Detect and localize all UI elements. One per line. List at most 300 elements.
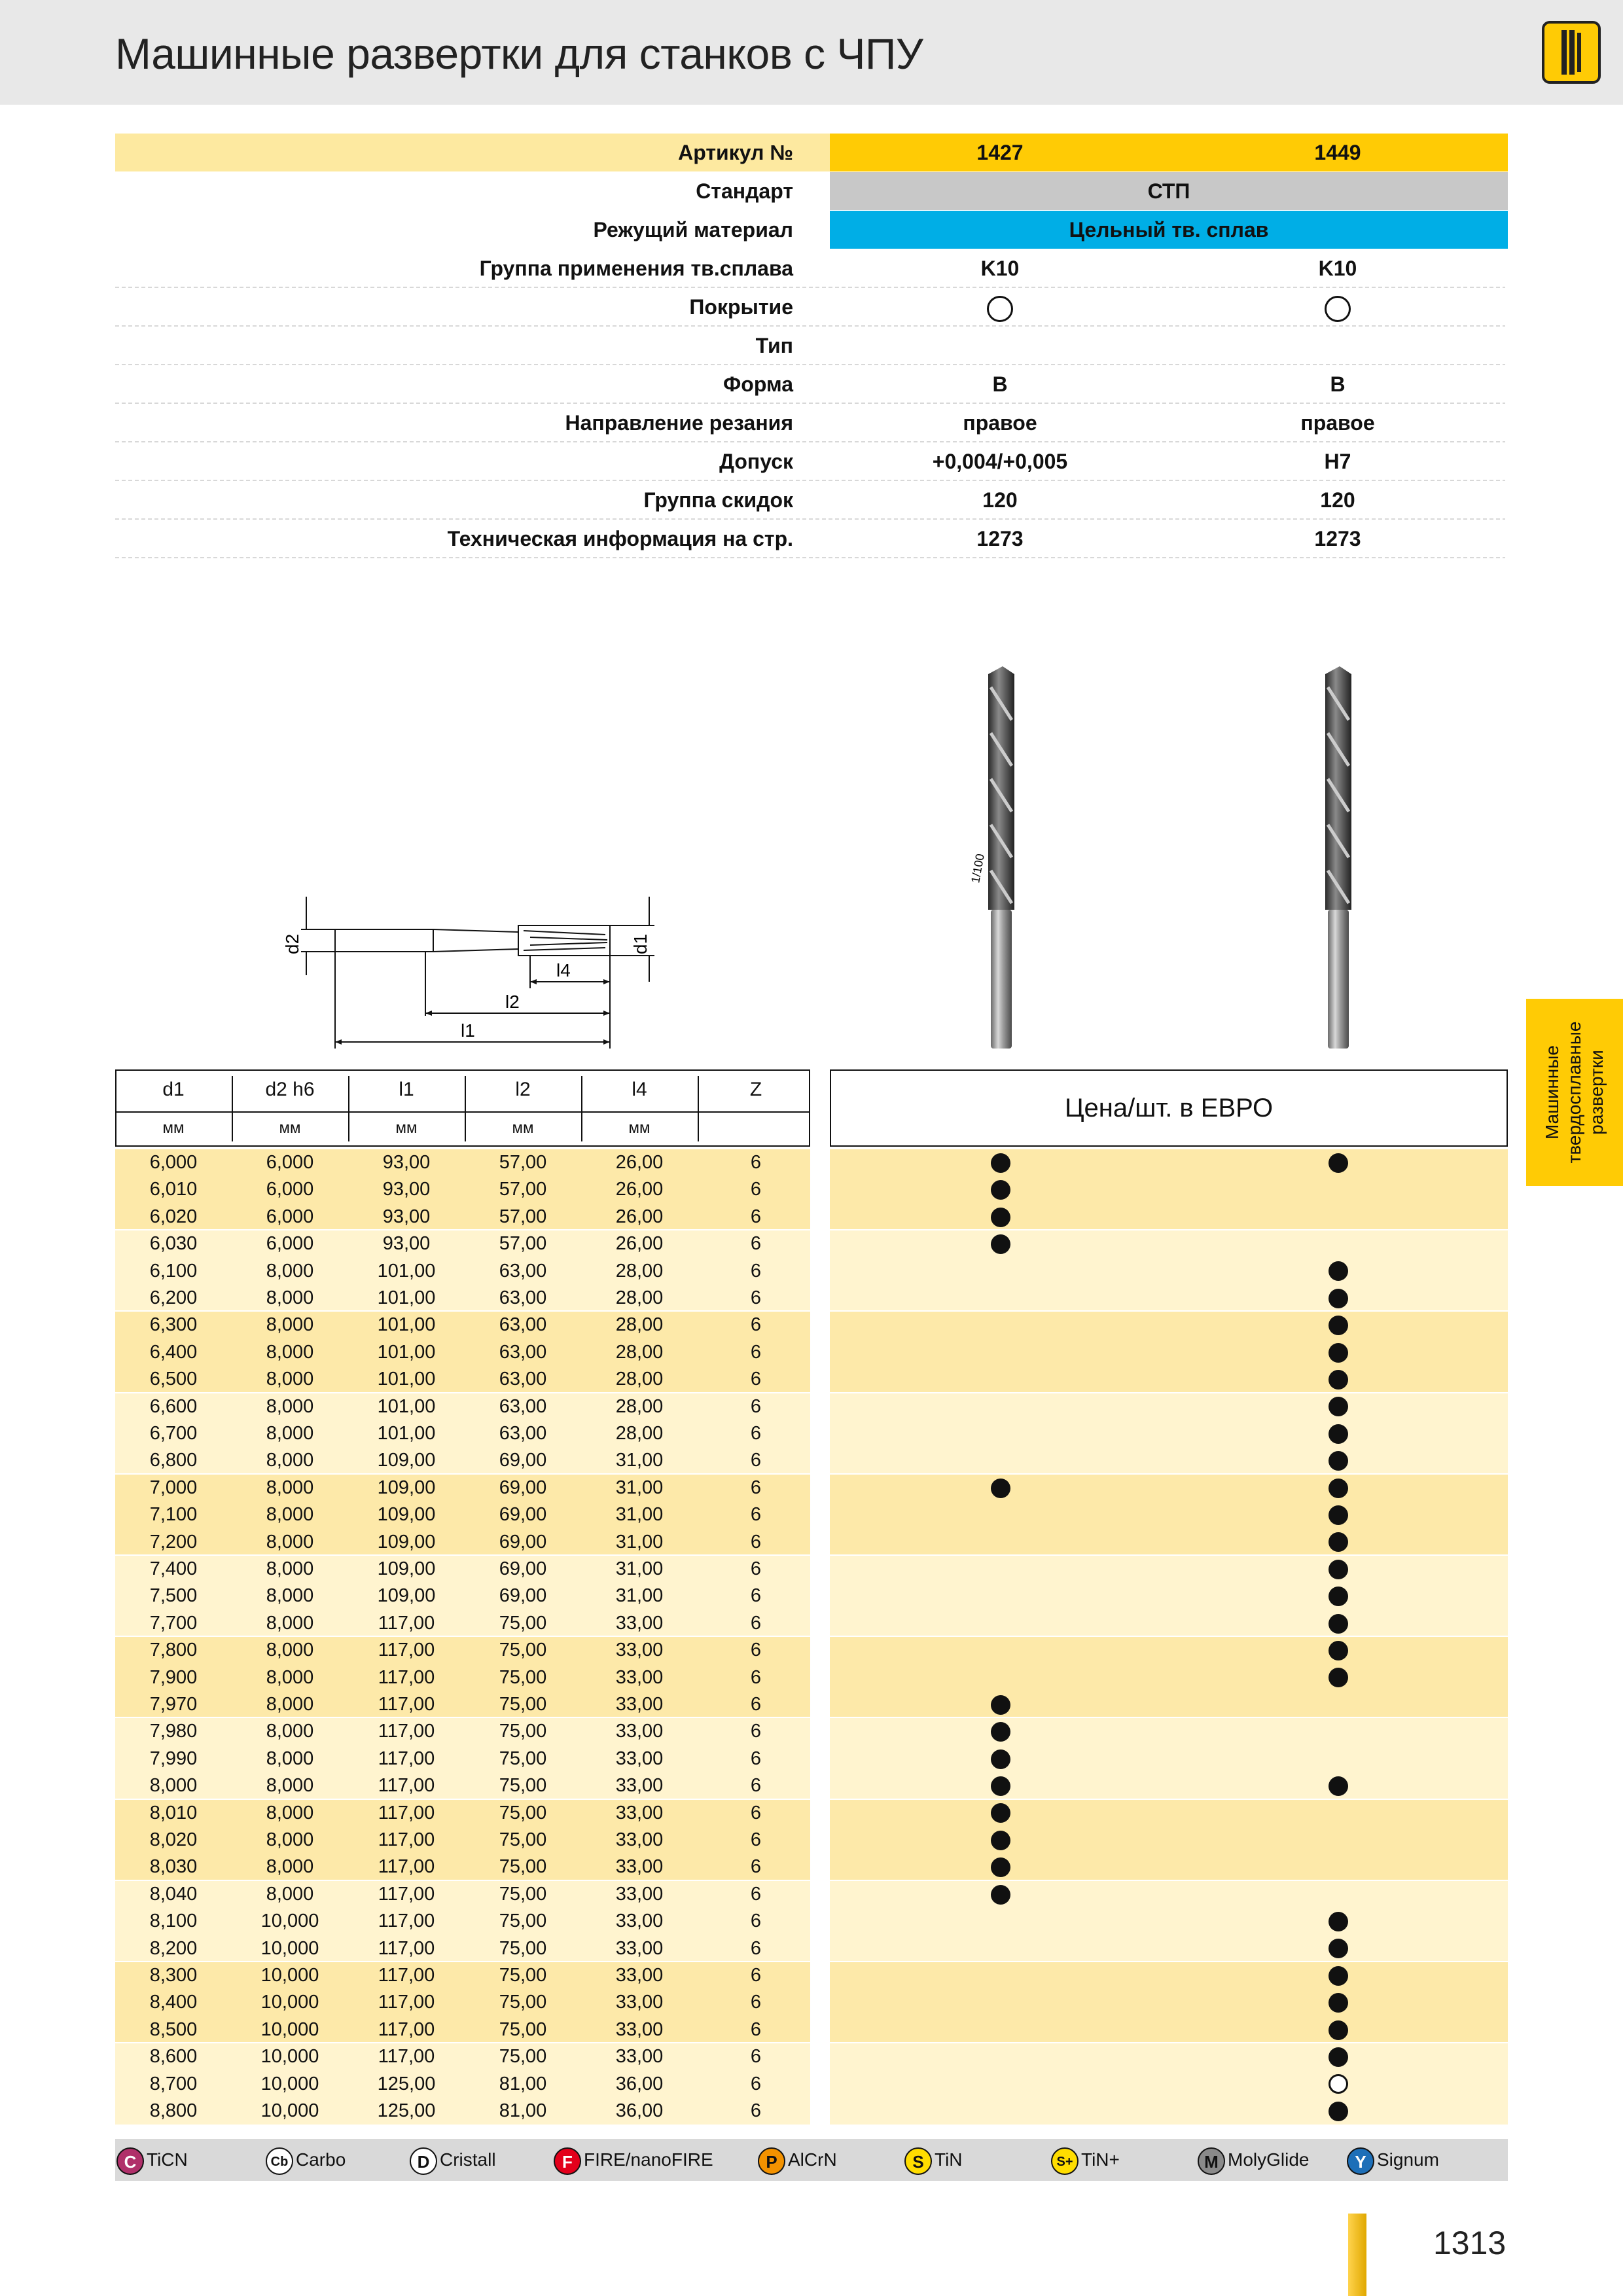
table-cell: 7,990 bbox=[149, 1748, 198, 1769]
price-row bbox=[830, 1366, 1508, 1393]
side-tab-label: Машинные твердосплавные развертки bbox=[1542, 1021, 1607, 1164]
table-cell: 33,00 bbox=[615, 1612, 664, 1634]
table-cell: 6 bbox=[750, 1395, 762, 1417]
table-cell: 8,000 bbox=[266, 1694, 314, 1715]
table-cell: 8,800 bbox=[149, 2100, 198, 2121]
price-row bbox=[830, 2098, 1508, 2125]
table-cell: 6 bbox=[750, 1314, 762, 1336]
table-cell: 8,000 bbox=[266, 1477, 314, 1498]
spec-value-1427 bbox=[830, 327, 1170, 365]
availability-dot-1449[interactable] bbox=[1329, 1614, 1348, 1634]
spec-value-1427: правое bbox=[963, 411, 1037, 435]
table-cell: 33,00 bbox=[615, 1666, 664, 1688]
table-cell: 63,00 bbox=[499, 1260, 547, 1282]
table-cell: 36,00 bbox=[615, 2100, 664, 2121]
spec-value-1427: K10 bbox=[980, 257, 1020, 280]
column-unit: мм bbox=[628, 1119, 651, 1137]
spec-label: Тип bbox=[755, 334, 793, 357]
table-cell: 8,000 bbox=[266, 1721, 314, 1742]
availability-dot-1427[interactable] bbox=[991, 1479, 1010, 1498]
table-cell: 26,00 bbox=[615, 1152, 664, 1173]
price-row bbox=[830, 1610, 1508, 1637]
table-cell: 6 bbox=[750, 2046, 762, 2068]
spec-value-1449: правое bbox=[1300, 411, 1375, 435]
table-cell: 6 bbox=[750, 2073, 762, 2094]
spec-label: Артикул № bbox=[678, 141, 793, 164]
coating-name: Signum bbox=[1377, 2149, 1439, 2170]
table-cell: 6 bbox=[750, 1558, 762, 1579]
coating-name: MolyGlide bbox=[1228, 2149, 1310, 2170]
table-cell: 6,000 bbox=[266, 1206, 314, 1227]
table-cell: 6 bbox=[750, 1965, 762, 1986]
table-cell: 8,000 bbox=[266, 1883, 314, 1905]
column-header: Z bbox=[749, 1079, 762, 1100]
table-cell: 7,900 bbox=[149, 1666, 198, 1688]
table-cell: 75,00 bbox=[499, 1883, 547, 1905]
table-cell: 7,100 bbox=[149, 1504, 198, 1526]
table-cell: 28,00 bbox=[615, 1287, 664, 1308]
table-cell: 8,000 bbox=[266, 1260, 314, 1282]
table-cell: 93,00 bbox=[382, 1152, 431, 1173]
spec-value-1449 bbox=[1168, 288, 1508, 326]
table-cell: 26,00 bbox=[615, 1179, 664, 1200]
table-cell: 63,00 bbox=[499, 1369, 547, 1390]
table-cell: 8,100 bbox=[149, 1910, 198, 1932]
table-cell: 75,00 bbox=[499, 1965, 547, 1986]
spec-value-1449 bbox=[1168, 327, 1508, 365]
table-cell: 7,000 bbox=[149, 1477, 198, 1498]
table-cell: 75,00 bbox=[499, 2018, 547, 2040]
table-cell: 6 bbox=[750, 1856, 762, 1878]
column-header: l1 bbox=[399, 1079, 414, 1100]
table-cell: 31,00 bbox=[615, 1558, 664, 1579]
column-divider bbox=[581, 1076, 582, 1141]
taper-label: 1/100 bbox=[969, 852, 987, 884]
table-cell: 6 bbox=[750, 1152, 762, 1173]
coating-badge-icon: S+ bbox=[1051, 2147, 1079, 2175]
side-tab[interactable] bbox=[1526, 999, 1623, 1186]
diagram-label-d2: d2 bbox=[282, 933, 302, 954]
spec-value: СТП bbox=[1147, 179, 1190, 203]
table-cell: 31,00 bbox=[615, 1477, 664, 1498]
table-cell: 117,00 bbox=[378, 1992, 435, 2013]
coating-name: Carbo bbox=[296, 2149, 346, 2170]
table-cell: 69,00 bbox=[499, 1585, 547, 1607]
availability-dot-1449[interactable] bbox=[1329, 1424, 1348, 1444]
table-cell: 33,00 bbox=[615, 1640, 664, 1661]
coating-name: TiN bbox=[935, 2149, 963, 2170]
availability-dot-1449[interactable] bbox=[1329, 1560, 1348, 1579]
table-cell: 63,00 bbox=[499, 1395, 547, 1417]
table-cell: 7,970 bbox=[149, 1694, 198, 1715]
table-cell: 75,00 bbox=[499, 1775, 547, 1797]
spec-label: Покрытие bbox=[689, 295, 793, 319]
table-cell: 33,00 bbox=[615, 1694, 664, 1715]
table-cell: 117,00 bbox=[378, 1856, 435, 1878]
availability-dot-1427[interactable] bbox=[991, 1831, 1010, 1850]
table-cell: 6 bbox=[750, 1287, 762, 1308]
table-cell: 117,00 bbox=[378, 2018, 435, 2040]
availability-dot-1427[interactable] bbox=[991, 1776, 1010, 1796]
column-header: d1 bbox=[162, 1079, 185, 1100]
table-cell: 8,000 bbox=[266, 1395, 314, 1417]
table-cell: 6,200 bbox=[149, 1287, 198, 1308]
table-cell: 6 bbox=[750, 1910, 762, 1932]
table-cell: 10,000 bbox=[260, 1937, 319, 1959]
table-cell: 26,00 bbox=[615, 1206, 664, 1227]
table-cell: 6,000 bbox=[266, 1233, 314, 1255]
legend-item bbox=[554, 2139, 713, 2181]
table-cell: 93,00 bbox=[382, 1206, 431, 1227]
table-cell: 8,400 bbox=[149, 1992, 198, 2013]
table-cell: 101,00 bbox=[377, 1314, 436, 1336]
availability-dot-1449[interactable] bbox=[1329, 1505, 1348, 1525]
availability-dot-1449[interactable] bbox=[1329, 1966, 1348, 1986]
coating-badge-icon: F bbox=[554, 2147, 581, 2175]
table-cell: 6 bbox=[750, 1694, 762, 1715]
table-cell: 7,400 bbox=[149, 1558, 198, 1579]
spec-value-1427: +0,004/+0,005 bbox=[932, 450, 1068, 473]
price-row bbox=[830, 1258, 1508, 1285]
table-cell: 101,00 bbox=[377, 1395, 436, 1417]
table-cell: 28,00 bbox=[615, 1395, 664, 1417]
availability-dot-1427[interactable] bbox=[991, 1749, 1010, 1769]
legend-item bbox=[758, 2139, 837, 2181]
table-cell: 33,00 bbox=[615, 1992, 664, 2013]
coating-badge-icon: P bbox=[758, 2147, 785, 2175]
availability-dot-1449[interactable] bbox=[1329, 1641, 1348, 1660]
legend-item bbox=[1198, 2139, 1309, 2181]
table-cell: 8,000 bbox=[266, 1585, 314, 1607]
table-cell: 8,000 bbox=[266, 1612, 314, 1634]
table-cell: 7,500 bbox=[149, 1585, 198, 1607]
table-cell: 8,000 bbox=[149, 1775, 198, 1797]
table-cell: 6 bbox=[750, 1504, 762, 1526]
table-cell: 75,00 bbox=[499, 2046, 547, 2068]
column-header: l4 bbox=[632, 1079, 647, 1100]
table-cell: 8,040 bbox=[149, 1883, 198, 1905]
table-cell: 33,00 bbox=[615, 1748, 664, 1769]
table-cell: 10,000 bbox=[260, 2018, 319, 2040]
table-cell: 33,00 bbox=[615, 2018, 664, 2040]
table-cell: 6 bbox=[750, 1179, 762, 1200]
table-cell: 33,00 bbox=[615, 2046, 664, 2068]
table-cell: 57,00 bbox=[499, 1206, 547, 1227]
table-cell: 117,00 bbox=[378, 1829, 435, 1850]
table-cell: 125,00 bbox=[377, 2073, 436, 2094]
availability-dot-1449[interactable] bbox=[1329, 1370, 1348, 1390]
table-cell: 75,00 bbox=[499, 1640, 547, 1661]
table-cell: 8,200 bbox=[149, 1937, 198, 1959]
table-cell: 6 bbox=[750, 1450, 762, 1471]
table-cell: 33,00 bbox=[615, 1910, 664, 1932]
reamer-image-1449 bbox=[1299, 661, 1378, 1054]
price-row bbox=[830, 1501, 1508, 1528]
table-cell: 31,00 bbox=[615, 1585, 664, 1607]
availability-dot-1449[interactable] bbox=[1329, 1451, 1348, 1471]
legend-item bbox=[266, 2139, 346, 2181]
table-cell: 75,00 bbox=[499, 1829, 547, 1850]
availability-dot-1427[interactable] bbox=[991, 1234, 1010, 1254]
table-cell: 101,00 bbox=[377, 1369, 436, 1390]
table-cell: 28,00 bbox=[615, 1314, 664, 1336]
column-header: d2 h6 bbox=[265, 1079, 315, 1100]
availability-dot-1427[interactable] bbox=[991, 1695, 1010, 1715]
table-cell: 117,00 bbox=[378, 2046, 435, 2068]
table-cell: 8,010 bbox=[149, 1802, 198, 1823]
table-cell: 69,00 bbox=[499, 1477, 547, 1498]
table-cell: 8,000 bbox=[266, 1369, 314, 1390]
table-cell: 8,300 bbox=[149, 1965, 198, 1986]
reamer-dimension-diagram bbox=[262, 877, 681, 1060]
coating-name: TiN+ bbox=[1081, 2149, 1120, 2170]
spec-value-1427: B bbox=[992, 372, 1008, 396]
table-cell: 31,00 bbox=[615, 1531, 664, 1552]
spec-label: Группа скидок bbox=[643, 488, 793, 512]
table-cell: 8,000 bbox=[266, 1287, 314, 1308]
coating-badge-icon: D bbox=[410, 2147, 437, 2175]
table-cell: 10,000 bbox=[260, 2073, 319, 2094]
availability-dot-1427[interactable] bbox=[991, 1180, 1010, 1200]
price-row bbox=[830, 2071, 1508, 2098]
table-cell: 8,000 bbox=[266, 1640, 314, 1661]
table-cell: 63,00 bbox=[499, 1314, 547, 1336]
table-cell: 6 bbox=[750, 1531, 762, 1552]
table-cell: 75,00 bbox=[499, 1748, 547, 1769]
table-cell: 7,200 bbox=[149, 1531, 198, 1552]
table-cell: 8,000 bbox=[266, 1558, 314, 1579]
availability-dot-1449[interactable] bbox=[1329, 1912, 1348, 1931]
price-row bbox=[830, 1718, 1508, 1745]
table-cell: 33,00 bbox=[615, 1802, 664, 1823]
table-cell: 8,000 bbox=[266, 1829, 314, 1850]
table-cell: 6 bbox=[750, 1775, 762, 1797]
spec-label: Направление резания bbox=[565, 411, 793, 435]
table-cell: 31,00 bbox=[615, 1504, 664, 1526]
table-cell: 69,00 bbox=[499, 1558, 547, 1579]
table-cell: 10,000 bbox=[260, 1910, 319, 1932]
table-cell: 6 bbox=[750, 1423, 762, 1444]
table-cell: 75,00 bbox=[499, 1802, 547, 1823]
page-number-bar bbox=[1348, 2214, 1366, 2296]
table-cell: 117,00 bbox=[378, 1694, 435, 1715]
coating-name: TiCN bbox=[147, 2149, 188, 2170]
table-cell: 10,000 bbox=[260, 1965, 319, 1986]
price-row bbox=[830, 1230, 1508, 1257]
table-cell: 8,600 bbox=[149, 2046, 198, 2068]
table-cell: 10,000 bbox=[260, 1992, 319, 2013]
header-divider bbox=[115, 1111, 810, 1113]
price-row bbox=[830, 1962, 1508, 1989]
availability-dot-1449[interactable] bbox=[1329, 1479, 1348, 1498]
price-row bbox=[830, 1691, 1508, 1718]
table-cell: 6 bbox=[750, 1640, 762, 1661]
availability-dot-1427[interactable] bbox=[991, 1885, 1010, 1905]
table-cell: 8,000 bbox=[266, 1775, 314, 1797]
page-title: Машинные развертки для станков с ЧПУ bbox=[115, 29, 923, 78]
legend-item bbox=[410, 2139, 496, 2181]
table-cell: 28,00 bbox=[615, 1260, 664, 1282]
column-divider bbox=[348, 1076, 349, 1141]
availability-dot-1449[interactable] bbox=[1329, 2102, 1348, 2121]
table-cell: 8,000 bbox=[266, 1531, 314, 1552]
reamer-image-1427 bbox=[962, 661, 1041, 1054]
table-cell: 6 bbox=[750, 1233, 762, 1255]
table-cell: 109,00 bbox=[377, 1585, 436, 1607]
table-cell: 6,010 bbox=[149, 1179, 198, 1200]
price-row bbox=[830, 1989, 1508, 2016]
table-cell: 6,000 bbox=[266, 1152, 314, 1173]
legend-item bbox=[116, 2139, 188, 2181]
table-cell: 6 bbox=[750, 1992, 762, 2013]
availability-dot-1449[interactable] bbox=[1329, 1776, 1348, 1796]
table-cell: 109,00 bbox=[377, 1450, 436, 1471]
price-row bbox=[830, 2017, 1508, 2043]
coating-badge-icon: C bbox=[116, 2147, 144, 2175]
table-cell: 6,030 bbox=[149, 1233, 198, 1255]
table-cell: 81,00 bbox=[499, 2100, 547, 2121]
price-row bbox=[830, 1556, 1508, 1583]
availability-dot-1449[interactable] bbox=[1329, 1289, 1348, 1308]
table-cell: 8,000 bbox=[266, 1504, 314, 1526]
table-cell: 6 bbox=[750, 1612, 762, 1634]
table-cell: 75,00 bbox=[499, 1992, 547, 2013]
price-row bbox=[830, 1746, 1508, 1772]
price-row bbox=[830, 1935, 1508, 1962]
spec-value-1449: 1273 bbox=[1314, 527, 1361, 550]
table-cell: 69,00 bbox=[499, 1504, 547, 1526]
table-cell: 6,600 bbox=[149, 1395, 198, 1417]
column-divider bbox=[698, 1076, 699, 1141]
table-cell: 6,400 bbox=[149, 1341, 198, 1363]
price-row bbox=[830, 1339, 1508, 1366]
table-cell: 33,00 bbox=[615, 1965, 664, 1986]
table-cell: 69,00 bbox=[499, 1531, 547, 1552]
availability-dot-1449[interactable] bbox=[1329, 1993, 1348, 2013]
spec-value-1449: 120 bbox=[1320, 488, 1355, 512]
table-cell: 6,000 bbox=[149, 1152, 198, 1173]
legend-item bbox=[1347, 2139, 1439, 2181]
table-cell: 6,300 bbox=[149, 1314, 198, 1336]
spec-value-1427: 1427 bbox=[976, 141, 1024, 164]
price-row bbox=[830, 1312, 1508, 1338]
table-cell: 101,00 bbox=[377, 1423, 436, 1444]
table-cell: 6,500 bbox=[149, 1369, 198, 1390]
table-cell: 8,000 bbox=[266, 1423, 314, 1444]
table-cell: 10,000 bbox=[260, 2100, 319, 2121]
table-cell: 117,00 bbox=[378, 1775, 435, 1797]
table-cell: 31,00 bbox=[615, 1450, 664, 1471]
table-cell: 8,000 bbox=[266, 1748, 314, 1769]
price-row bbox=[830, 1908, 1508, 1935]
table-cell: 109,00 bbox=[377, 1531, 436, 1552]
coating-badge-icon: S bbox=[904, 2147, 932, 2175]
price-row bbox=[830, 1149, 1508, 1176]
availability-dot-1449[interactable] bbox=[1329, 1343, 1348, 1363]
table-cell: 109,00 bbox=[377, 1504, 436, 1526]
diagram-label-l4: l4 bbox=[556, 960, 571, 980]
table-cell: 117,00 bbox=[378, 1721, 435, 1742]
table-cell: 6 bbox=[750, 1937, 762, 1959]
table-cell: 10,000 bbox=[260, 2046, 319, 2068]
coating-badge-icon: Y bbox=[1347, 2147, 1374, 2175]
table-cell: 33,00 bbox=[615, 1775, 664, 1797]
column-divider bbox=[232, 1076, 233, 1141]
availability-dot-1427[interactable] bbox=[991, 1722, 1010, 1742]
table-cell: 6,800 bbox=[149, 1450, 198, 1471]
table-cell: 33,00 bbox=[615, 1856, 664, 1878]
table-cell: 109,00 bbox=[377, 1558, 436, 1579]
table-cell: 6,700 bbox=[149, 1423, 198, 1444]
table-cell: 8,700 bbox=[149, 2073, 198, 2094]
table-cell: 63,00 bbox=[499, 1423, 547, 1444]
diagram-label-l1: l1 bbox=[461, 1020, 475, 1041]
availability-dot-1449[interactable] bbox=[1329, 2020, 1348, 2040]
spec-label: Группа применения тв.сплава bbox=[479, 257, 793, 280]
price-header: Цена/шт. в ЕВРО bbox=[830, 1069, 1508, 1147]
uncoated-circle-icon bbox=[987, 296, 1013, 322]
legend-item bbox=[904, 2139, 963, 2181]
table-cell: 117,00 bbox=[378, 1883, 435, 1905]
table-cell: 8,500 bbox=[149, 2018, 198, 2040]
table-cell: 8,000 bbox=[266, 1450, 314, 1471]
availability-dot-1449[interactable] bbox=[1329, 2047, 1348, 2067]
table-cell: 117,00 bbox=[378, 1937, 435, 1959]
price-row bbox=[830, 1204, 1508, 1230]
spec-label: Форма bbox=[722, 372, 793, 396]
spec-label: Стандарт bbox=[696, 179, 793, 203]
table-cell: 33,00 bbox=[615, 1829, 664, 1850]
table-cell: 26,00 bbox=[615, 1233, 664, 1255]
table-cell: 33,00 bbox=[615, 1721, 664, 1742]
availability-dot-1449[interactable] bbox=[1329, 1153, 1348, 1173]
price-row bbox=[830, 1800, 1508, 1827]
table-cell: 6,000 bbox=[266, 1179, 314, 1200]
availability-dot-1427[interactable] bbox=[991, 1857, 1010, 1877]
coating-badge-icon: M bbox=[1198, 2147, 1225, 2175]
column-unit: мм bbox=[395, 1119, 418, 1137]
diagram-label-d1: d1 bbox=[630, 933, 651, 954]
table-cell: 6 bbox=[750, 1883, 762, 1905]
spec-value-1449: K10 bbox=[1318, 257, 1357, 280]
table-cell: 6 bbox=[750, 1206, 762, 1227]
spec-separator bbox=[115, 557, 1505, 558]
table-cell: 6 bbox=[750, 1829, 762, 1850]
availability-dot-1427[interactable] bbox=[991, 1208, 1010, 1227]
table-cell: 75,00 bbox=[499, 1694, 547, 1715]
coating-name: FIRE/nanoFIRE bbox=[584, 2149, 713, 2170]
table-cell: 6 bbox=[750, 1802, 762, 1823]
table-cell: 8,000 bbox=[266, 1802, 314, 1823]
table-cell: 75,00 bbox=[499, 1910, 547, 1932]
table-cell: 8,020 bbox=[149, 1829, 198, 1850]
table-cell: 7,700 bbox=[149, 1612, 198, 1634]
price-row bbox=[830, 1772, 1508, 1799]
table-cell: 33,00 bbox=[615, 1883, 664, 1905]
spec-label: Допуск bbox=[719, 450, 793, 473]
column-unit: мм bbox=[279, 1119, 301, 1137]
availability-dot-1449[interactable] bbox=[1329, 1587, 1348, 1606]
spec-value-1427 bbox=[830, 288, 1170, 326]
price-row bbox=[830, 1285, 1508, 1312]
availability-dot-1427[interactable] bbox=[991, 1153, 1010, 1173]
price-row bbox=[830, 1637, 1508, 1664]
table-cell: 75,00 bbox=[499, 1612, 547, 1634]
table-cell: 101,00 bbox=[377, 1287, 436, 1308]
table-cell: 33,00 bbox=[615, 1937, 664, 1959]
table-cell: 75,00 bbox=[499, 1856, 547, 1878]
availability-dot-1449[interactable] bbox=[1329, 1316, 1348, 1335]
